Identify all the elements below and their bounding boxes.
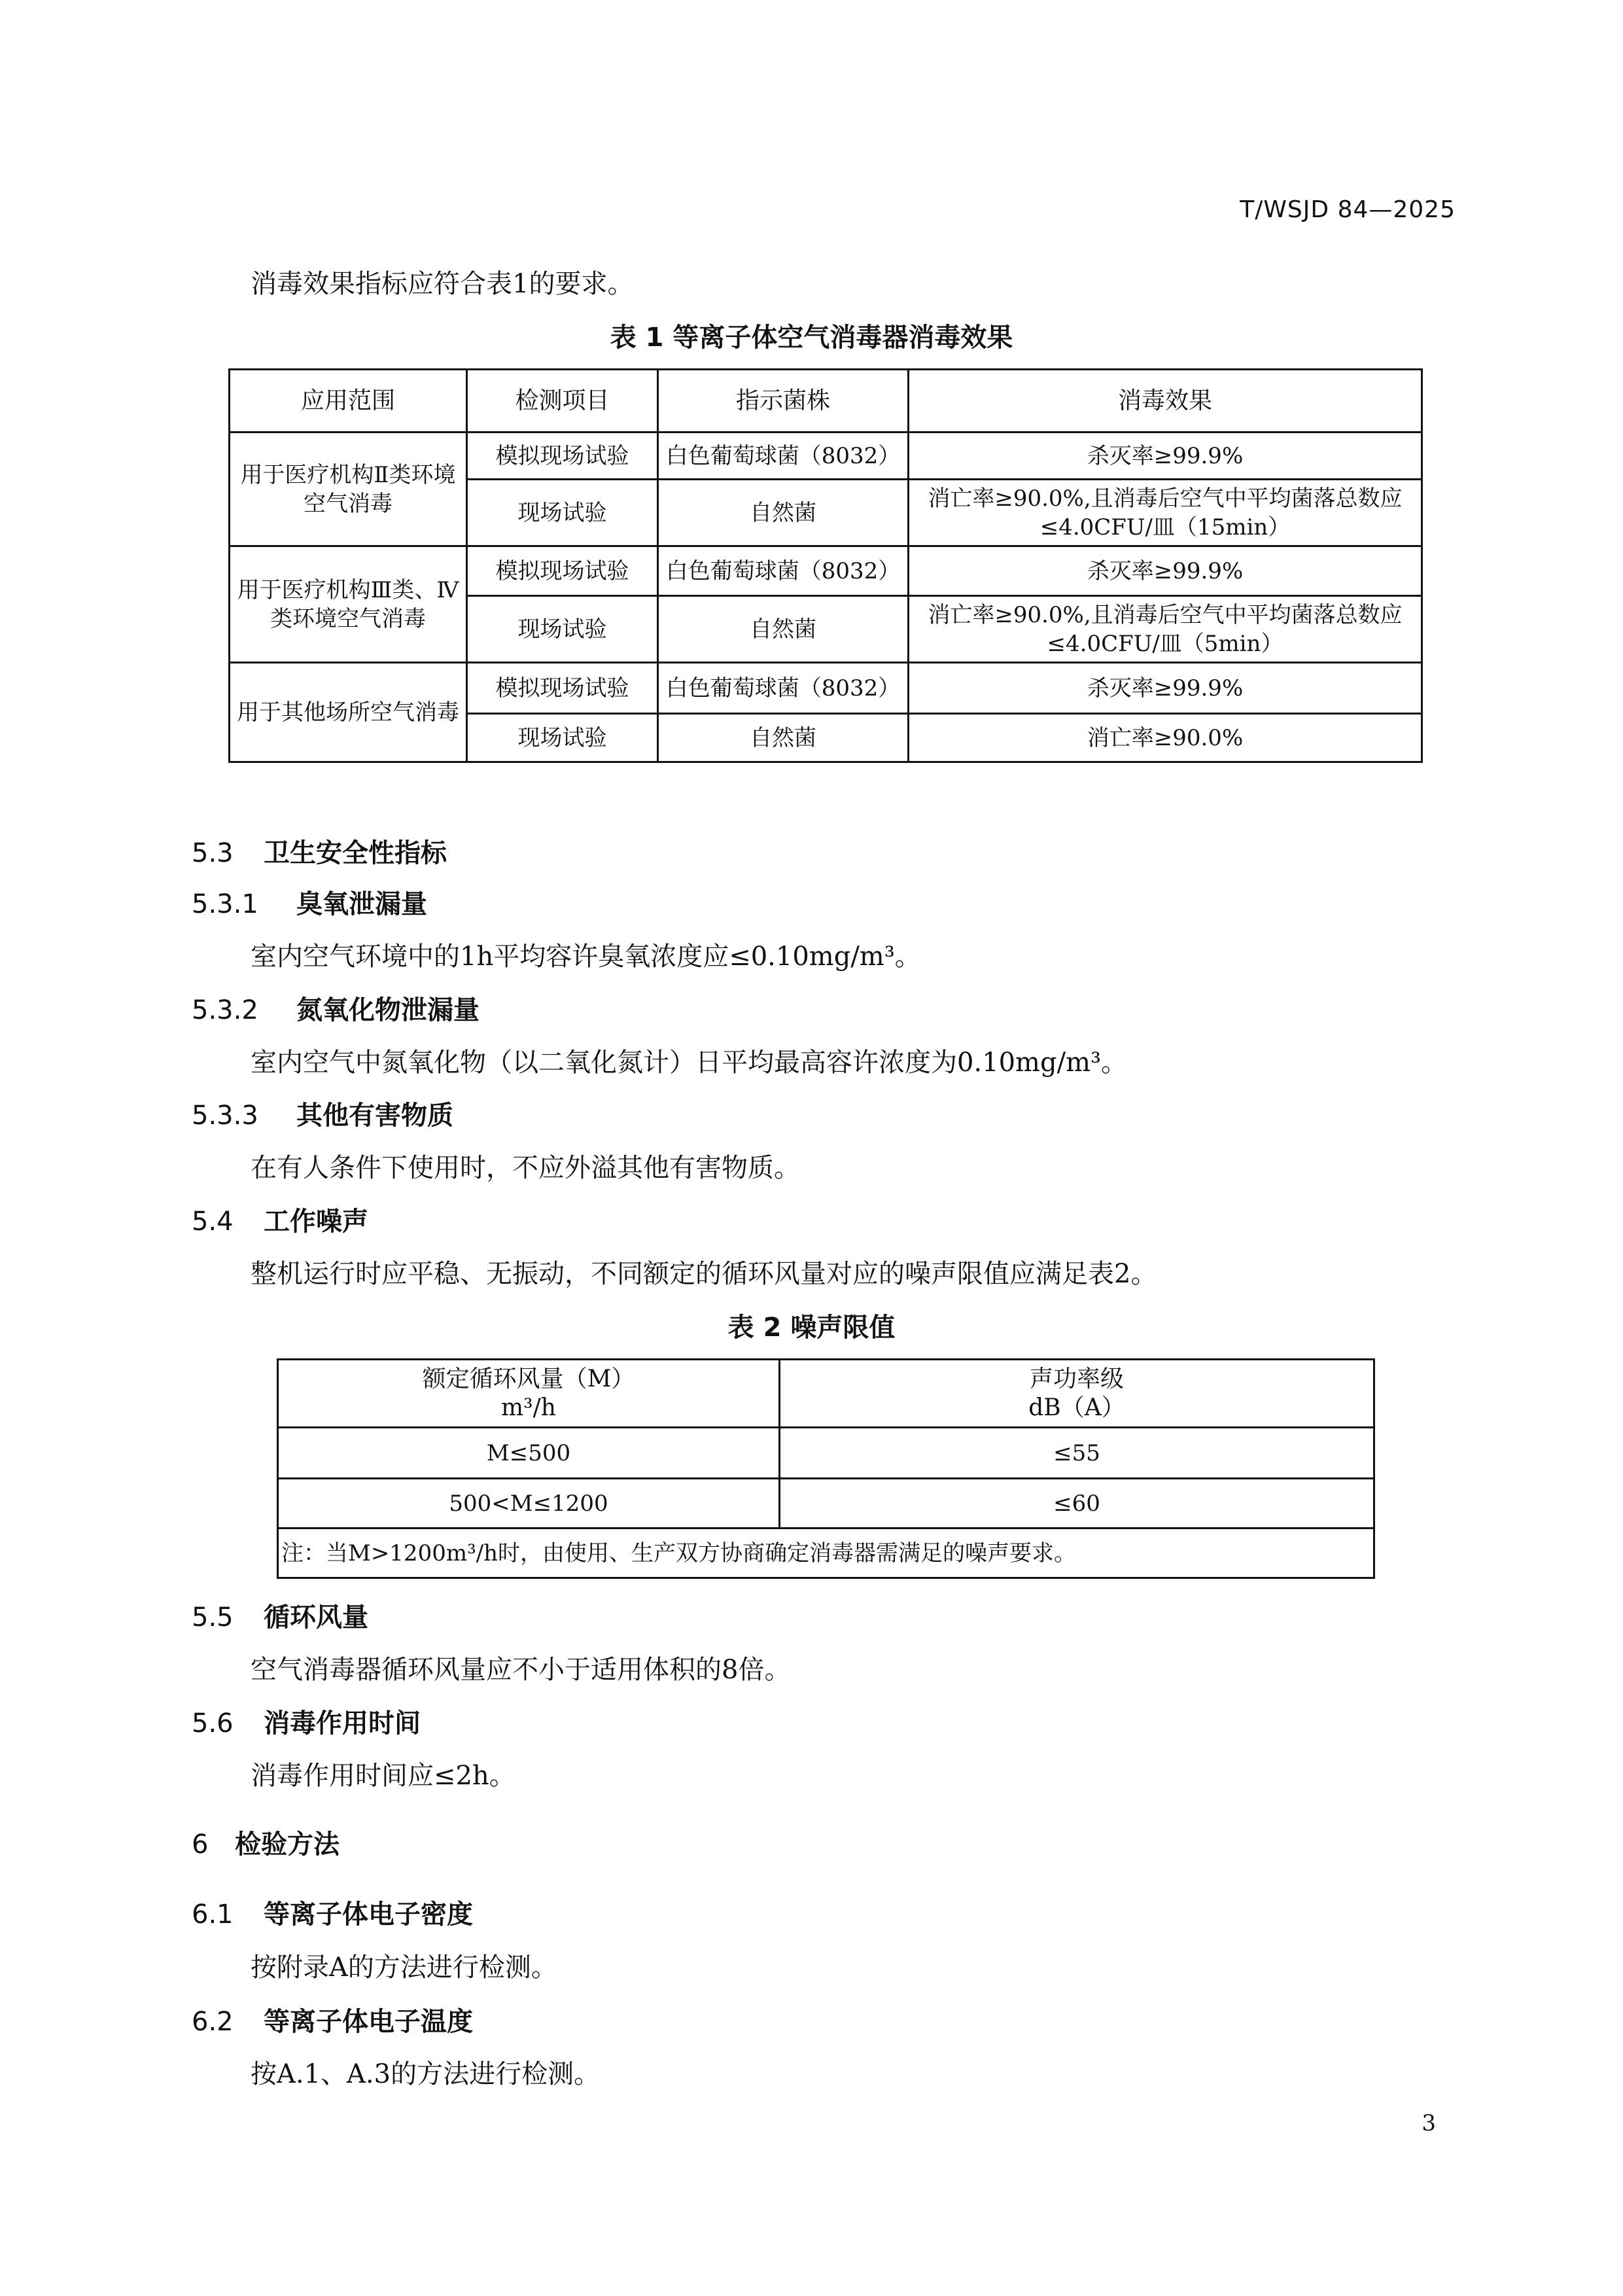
section-title: 检验方法: [235, 1829, 340, 1860]
section-number: 6.2: [192, 2007, 234, 2037]
section-text-5-4: 整机运行时应平稳、无振动，不同额定的循环风量对应的噪声限值应满足表2。: [251, 1259, 1157, 1289]
item-cell: 现场试验: [467, 480, 658, 546]
section-number: 5.3.3: [192, 1101, 258, 1131]
table-row: [230, 433, 1422, 480]
strain-cell: 自然菌: [658, 480, 909, 546]
section-text-5-3-2: 室内空气中氮氧化物（以二氧化氮计）日平均最高容许浓度为0.10mg/m³。: [251, 1048, 1128, 1078]
table1-caption: 表 1 等离子体空气消毒器消毒效果: [610, 323, 1013, 353]
section-title: 等离子体电子温度: [264, 2007, 473, 2037]
table-note-row: [278, 1528, 1374, 1578]
table1-header-row: [230, 370, 1422, 433]
section-text-5-3-3: 在有人条件下使用时，不应外溢其他有害物质。: [251, 1153, 800, 1183]
flow-header-unit: m³/h: [501, 1394, 556, 1421]
table2-header-row: [278, 1360, 1374, 1428]
flow-cell: 500<M≤1200: [278, 1479, 780, 1528]
table1-header-cell: 指示菌株: [658, 370, 909, 433]
section-number: 5.5: [192, 1602, 234, 1633]
section-text-6-1: 按附录A的方法进行检测。: [251, 1952, 557, 1983]
strain-cell: 白色葡萄球菌（8032）: [658, 433, 909, 480]
section-heading-5-3-2: [192, 989, 480, 1027]
table2: [277, 1358, 1375, 1579]
effect-cell: 杀灭率≥99.9%: [909, 433, 1422, 480]
section-title: 循环风量: [264, 1602, 368, 1633]
section-heading-6-1: [192, 1894, 473, 1931]
effect-cell: 消亡率≥90.0%,且消毒后空气中平均菌落总数应≤4.0CFU/皿（5min）: [909, 596, 1422, 663]
section-title: 等离子体电子密度: [264, 1899, 473, 1930]
section-heading-6-2: [192, 2001, 473, 2038]
intro-paragraph: 消毒效果指标应符合表1的要求。: [251, 269, 634, 299]
page-number: 3: [1422, 2110, 1436, 2136]
item-cell: 现场试验: [467, 714, 658, 762]
section-text-5-3-1: 室内空气环境中的1h平均容许臭氧浓度应≤0.10mg/m³。: [251, 942, 921, 972]
section-heading-5-4: [192, 1201, 368, 1238]
effect-cell: 杀灭率≥99.9%: [909, 663, 1422, 714]
section-heading-5-6: [192, 1703, 421, 1740]
item-cell: 现场试验: [467, 596, 658, 663]
section-number: 5.3: [192, 838, 234, 868]
table-row: [230, 546, 1422, 596]
item-cell: 模拟现场试验: [467, 433, 658, 480]
section-number: 6: [192, 1829, 209, 1860]
section-number: 5.6: [192, 1708, 234, 1739]
scope-cell: 用于医疗机构Ⅲ类、Ⅳ类环境空气消毒: [230, 546, 467, 663]
effect-cell: 消亡率≥90.0%,且消毒后空气中平均菌落总数应≤4.0CFU/皿（15min）: [909, 480, 1422, 546]
table2-caption: 表 2 噪声限值: [727, 1313, 896, 1343]
table-row: [230, 663, 1422, 714]
flow-header-label: 额定循环风量（M）: [422, 1365, 635, 1392]
section-heading-5-5: [192, 1597, 368, 1634]
level-cell: ≤60: [780, 1479, 1374, 1528]
scope-cell: 用于医疗机构Ⅱ类环境空气消毒: [230, 433, 467, 546]
section-heading-6: [192, 1824, 340, 1861]
section-number: 5.4: [192, 1207, 234, 1237]
table-row: [278, 1479, 1374, 1528]
table2-header-cell: [278, 1360, 780, 1428]
section-number: 5.3.1: [192, 889, 258, 919]
level-header-unit: dB（A）: [1028, 1394, 1125, 1421]
section-title: 其他有害物质: [296, 1101, 453, 1131]
table2-note: 注：当M>1200m³/h时，由使用、生产双方协商确定消毒器需满足的噪声要求。: [278, 1528, 1374, 1578]
section-text-5-6: 消毒作用时间应≤2h。: [251, 1761, 515, 1791]
item-cell: 模拟现场试验: [467, 663, 658, 714]
table1: [228, 368, 1423, 763]
document-code: T/WSJD 84—2025: [1240, 196, 1456, 223]
section-heading-5-3-1: [192, 883, 427, 921]
effect-cell: 消亡率≥90.0%: [909, 714, 1422, 762]
effect-cell: 杀灭率≥99.9%: [909, 546, 1422, 596]
section-number: 6.1: [192, 1899, 234, 1930]
strain-cell: 自然菌: [658, 714, 909, 762]
level-cell: ≤55: [780, 1428, 1374, 1479]
section-heading-5-3: [192, 832, 447, 870]
section-heading-5-3-3: [192, 1095, 453, 1132]
level-header-label: 声功率级: [1029, 1365, 1124, 1392]
section-title: 臭氧泄漏量: [296, 889, 427, 919]
table2-header-cell: [780, 1360, 1374, 1428]
table1-header-cell: 消毒效果: [909, 370, 1422, 433]
section-title: 消毒作用时间: [264, 1708, 421, 1739]
section-title: 氮氧化物泄漏量: [296, 995, 480, 1025]
table1-header-cell: 应用范围: [230, 370, 467, 433]
scope-cell: 用于其他场所空气消毒: [230, 663, 467, 762]
section-title: 卫生安全性指标: [264, 838, 447, 868]
section-text-5-5: 空气消毒器循环风量应不小于适用体积的8倍。: [251, 1655, 791, 1685]
section-number: 5.3.2: [192, 995, 258, 1025]
section-title: 工作噪声: [264, 1207, 368, 1237]
flow-cell: M≤500: [278, 1428, 780, 1479]
table-row: [278, 1428, 1374, 1479]
strain-cell: 白色葡萄球菌（8032）: [658, 663, 909, 714]
strain-cell: 白色葡萄球菌（8032）: [658, 546, 909, 596]
table1-header-cell: 检测项目: [467, 370, 658, 433]
section-text-6-2: 按A.1、A.3的方法进行检测。: [251, 2059, 601, 2089]
strain-cell: 自然菌: [658, 596, 909, 663]
item-cell: 模拟现场试验: [467, 546, 658, 596]
